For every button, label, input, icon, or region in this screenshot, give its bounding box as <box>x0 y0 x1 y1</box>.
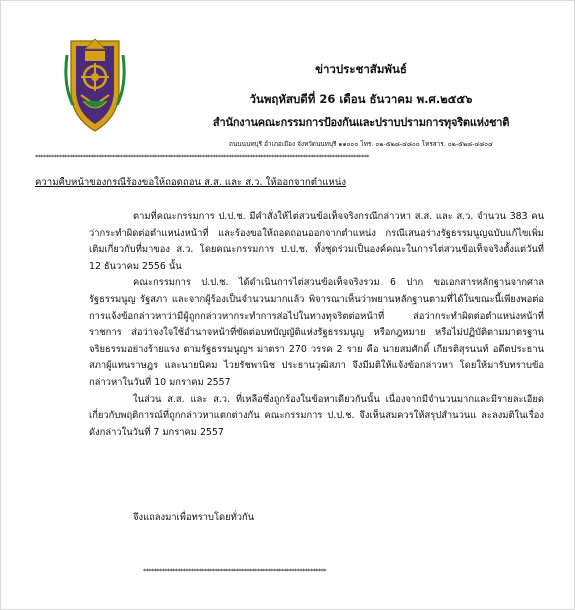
body-text <box>89 209 544 441</box>
header <box>151 61 571 149</box>
paragraph-3: ในส่วน ส.ส. และ ส.ว. ที่เหลือซึ่งถูกร้องในข้อหาเดียวกันนั้น เนื่องจากมีจำนวนมากและมีรายละเอียดเกี่ยวกับพฤติการณ์ที่ถูกกล่าวหาแตกต่างกัน คณะกรรมการ ป.ป.ช. จึงเห็นสมควรให้สรุปสำนวนแ ละลงมติในเรื่องดังกล่าวในวันที่ 7 มกราคม 2557 <box>89 393 544 438</box>
paragraph-2: คณะกรรมการ ป.ป.ช. ได้ดำเนินการไต่สวนข้อเท็จจริงรวม 6 ปาก ขอเอกสารหลักฐานจากศาลรัฐธรรมนูญ รัฐสภา และจากผู้ร้องเป็นจำนวนมากแล้ว พิจารณาเห็นว่าพยานหลักฐานตามที่ได้ในขณะนี้เพียงพอต่อการแจ้งข้อกล่าวหาว่ามีผู้ถูกกล่าวหากระทำการส่อไปในทางทุจริตต่อหน้าที่ ส่อว่ากระทำผิดต่อตำแหน่งหน้าที่ราชการ ส่อว่าจงใจใช้อำนาจหน้าที่ขัดต่อบทบัญญัติแห่งรัฐธรรมนูญ หรือกฎหมาย หรือไม่ปฏิบัติตามมาตรฐานจริยธรรมอย่างร้ายแรง ตามรัฐธรรมนูญฯ มาตรา 270 วรรค 2 ราย คือ นายสมศักดิ์ เกียรติสุรนนท์ อดีตประธานสภาผู้แทนราษฎร และนายนิคม ไวยรัชพานิช ประธานวุฒิสภา จึงมีมติให้แจ้งข้อกล่าวหา โดยให้มารับทราบข้อกล่าวหาในวันที่ 10 มกราคม 2557 <box>89 277 544 388</box>
closing-line: จึงแถลงมาเพื่อทราบโดยทั่วกัน <box>133 512 255 523</box>
nacc-emblem-icon <box>63 35 127 135</box>
subject-heading: ความคืบหน้าของกรณีร้องขอให้ถอดถอน ส.ส. และ ส.ว. ให้ออกจากตำแหน่ง <box>35 177 347 188</box>
separator-top: ****************************************************************************************************************************** <box>35 153 369 161</box>
paragraph-1: ตามที่คณะกรรมการ ป.ป.ช. มีคำสั่งให้ไต่สวนข้อเท็จจริงกรณีกล่าวหา ส.ส. และ ส.ว. จำนวน 383 คน ว่ากระทำผิดต่อตำแหน่งหน้าที่ และร้องขอให้ถอดถอนออกจากตำแหน่ง กรณีเสนอร่างรัฐธรรมนูญฉบับแก้ไขเพิ่มเติมเกี่ยวกับที่มาของ ส.ว. โดยคณะกรรมการ ป.ป.ช. ทั้งชุดร่วมเป็นองค์คณะในการไต่สวนข้อเท็จจริงตั้งแต่วันที่ 12 ธันวาคม 2556 นั้น <box>89 211 544 272</box>
separator-bottom: ********************************************************************* <box>143 567 326 575</box>
page-title: ข่าวประชาสัมพันธ์ <box>315 62 407 76</box>
office-address: ถนนนนทบุรี อำเภอเมือง จังหวัดนนทบุรี ๑๑๐๐๐ โทร. ๐๒-๕๒๘-๔๘๐๐ โทรสาร. ๐๒-๕๒๘-๔๘๐๔ <box>229 140 493 148</box>
release-date: วันพฤหัสบดีที่ 26 เดือน ธันวาคม พ.ศ.๒๕๕๖ <box>249 92 473 106</box>
office-name: สำนักงานคณะกรรมการป้องกันและปราบปรามการทุจริตแห่งชาติ <box>212 116 510 129</box>
